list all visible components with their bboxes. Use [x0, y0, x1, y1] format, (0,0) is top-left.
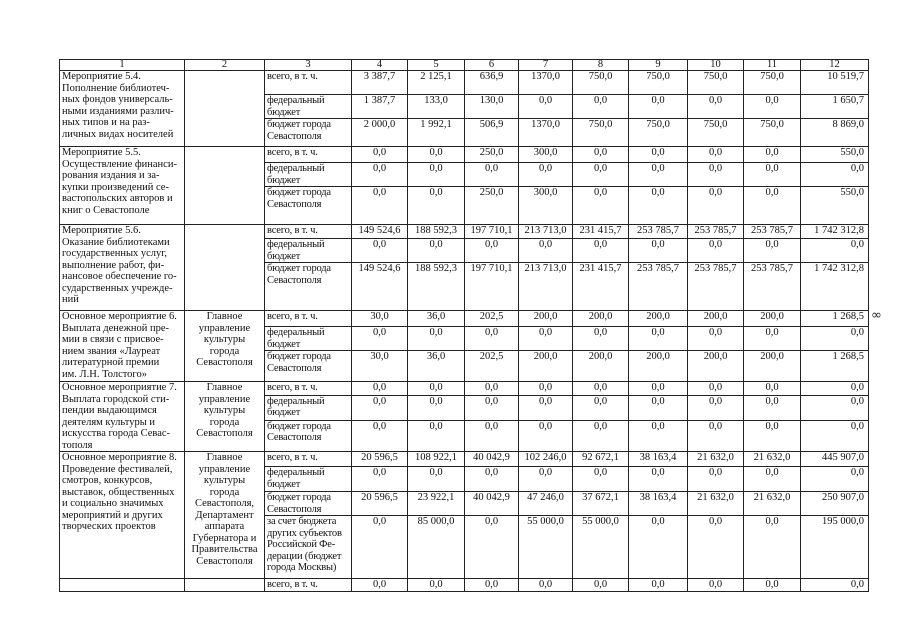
total-cell: 550,0 [801, 147, 869, 163]
year-value-cell: 0,0 [408, 579, 465, 592]
year-value-cell: 188 592,3 [408, 263, 465, 311]
year-value-cell: 30,0 [352, 351, 408, 382]
year-value-cell: 0,0 [744, 327, 801, 351]
total-cell: 0,0 [801, 382, 869, 396]
year-value-cell: 0,0 [408, 395, 465, 420]
table-row [60, 452, 869, 467]
year-value-cell: 0,0 [519, 382, 573, 396]
year-value-cell: 0,0 [465, 163, 519, 187]
year-value-cell: 20 596,5 [352, 452, 408, 467]
year-value-cell: 102 246,0 [519, 452, 573, 467]
funding-source-cell: федеральный бюджет [265, 327, 352, 351]
funding-source-cell: всего, в т. ч. [265, 311, 352, 327]
year-value-cell: 0,0 [688, 163, 744, 187]
year-value-cell: 0,0 [629, 163, 688, 187]
table-row [60, 579, 869, 592]
total-cell: 445 907,0 [801, 452, 869, 467]
year-value-cell: 47 246,0 [519, 492, 573, 516]
year-value-cell: 37 672,1 [573, 492, 629, 516]
year-value-cell: 253 785,7 [629, 225, 688, 239]
executor-cell: Главное управление культуры города Севастополя [185, 311, 265, 382]
year-value-cell: 0,0 [408, 147, 465, 163]
funding-source-cell: бюджет города Севастополя [265, 187, 352, 225]
year-value-cell: 0,0 [519, 239, 573, 263]
year-value-cell: 253 785,7 [744, 225, 801, 239]
year-value-cell: 0,0 [744, 187, 801, 225]
year-value-cell: 0,0 [465, 467, 519, 492]
year-value-cell: 0,0 [465, 579, 519, 592]
year-value-cell: 250,0 [465, 187, 519, 225]
year-value-cell: 20 596,5 [352, 492, 408, 516]
year-value-cell: 0,0 [408, 382, 465, 396]
year-value-cell: 0,0 [629, 395, 688, 420]
funding-source-cell: федеральный бюджет [265, 239, 352, 263]
year-value-cell: 0,0 [519, 163, 573, 187]
total-cell: 1 268,5 [801, 311, 869, 327]
header-cell: 6 [465, 60, 519, 71]
year-value-cell: 0,0 [573, 163, 629, 187]
year-value-cell: 200,0 [688, 311, 744, 327]
activity-name-cell: Мероприятие 5.4. Пополнение библиотеч- ных фондов универсаль- ными изданиями различ- ных типов и на раз- личных видах носителей [60, 71, 185, 147]
year-value-cell: 2 000,0 [352, 119, 408, 147]
year-value-cell: 750,0 [744, 71, 801, 95]
year-value-cell: 0,0 [744, 147, 801, 163]
year-value-cell: 750,0 [573, 71, 629, 95]
year-value-cell: 0,0 [352, 147, 408, 163]
header-row [60, 60, 869, 71]
year-value-cell: 0,0 [519, 95, 573, 119]
year-value-cell: 231 415,7 [573, 263, 629, 311]
table-row [60, 71, 869, 95]
year-value-cell: 200,0 [744, 311, 801, 327]
year-value-cell: 750,0 [629, 119, 688, 147]
year-value-cell: 0,0 [352, 467, 408, 492]
year-value-cell: 0,0 [744, 579, 801, 592]
year-value-cell: 0,0 [629, 382, 688, 396]
year-value-cell: 0,0 [352, 382, 408, 396]
total-cell: 0,0 [801, 239, 869, 263]
year-value-cell: 188 592,3 [408, 225, 465, 239]
year-value-cell: 0,0 [688, 147, 744, 163]
executor-cell [185, 225, 265, 311]
year-value-cell: 0,0 [744, 95, 801, 119]
year-value-cell: 0,0 [408, 467, 465, 492]
activity-name-cell: Основное мероприятие 8. Проведение фестивалей, смотров, конкурсов, выставок, общественных и социально значимых мероприятий и других творческих проектов [60, 452, 185, 579]
year-value-cell: 40 042,9 [465, 452, 519, 467]
year-value-cell: 197 710,1 [465, 263, 519, 311]
year-value-cell: 38 163,4 [629, 492, 688, 516]
year-value-cell: 0,0 [352, 516, 408, 579]
year-value-cell: 0,0 [573, 239, 629, 263]
year-value-cell: 0,0 [573, 579, 629, 592]
total-cell: 8 869,0 [801, 119, 869, 147]
year-value-cell: 0,0 [688, 420, 744, 451]
year-value-cell: 0,0 [465, 420, 519, 451]
header-cell: 2 [185, 60, 265, 71]
year-value-cell: 0,0 [573, 467, 629, 492]
year-value-cell: 300,0 [519, 147, 573, 163]
year-value-cell: 0,0 [744, 467, 801, 492]
header-cell: 8 [573, 60, 629, 71]
year-value-cell: 0,0 [629, 239, 688, 263]
activity-name-cell: Мероприятие 5.6. Оказание библиотеками государственных услуг, выполнение работ, фи- нансовое обеспечение го- сударственных учрежде- ний [60, 225, 185, 311]
year-value-cell: 0,0 [629, 187, 688, 225]
total-cell: 1 742 312,8 [801, 263, 869, 311]
year-value-cell: 0,0 [352, 239, 408, 263]
total-cell: 0,0 [801, 467, 869, 492]
year-value-cell: 200,0 [519, 311, 573, 327]
year-value-cell: 0,0 [519, 327, 573, 351]
year-value-cell: 0,0 [573, 187, 629, 225]
total-cell: 250 907,0 [801, 492, 869, 516]
year-value-cell: 0,0 [688, 187, 744, 225]
year-value-cell: 253 785,7 [629, 263, 688, 311]
year-value-cell: 0,0 [629, 467, 688, 492]
funding-source-cell: всего, в т. ч. [265, 147, 352, 163]
funding-source-cell: федеральный бюджет [265, 95, 352, 119]
year-value-cell: 197 710,1 [465, 225, 519, 239]
year-value-cell: 300,0 [519, 187, 573, 225]
year-value-cell: 0,0 [408, 327, 465, 351]
year-value-cell: 0,0 [688, 516, 744, 579]
year-value-cell: 0,0 [744, 395, 801, 420]
header-cell: 11 [744, 60, 801, 71]
year-value-cell: 1 992,1 [408, 119, 465, 147]
total-cell: 1 742 312,8 [801, 225, 869, 239]
total-cell: 10 519,7 [801, 71, 869, 95]
year-value-cell: 750,0 [629, 71, 688, 95]
year-value-cell: 108 922,1 [408, 452, 465, 467]
year-value-cell: 0,0 [573, 95, 629, 119]
year-value-cell: 55 000,0 [573, 516, 629, 579]
funding-source-cell: федеральный бюджет [265, 467, 352, 492]
funding-source-cell: бюджет города Севастополя [265, 420, 352, 451]
header-cell: 1 [60, 60, 185, 71]
year-value-cell: 55 000,0 [519, 516, 573, 579]
year-value-cell: 0,0 [352, 187, 408, 225]
year-value-cell: 21 632,0 [688, 492, 744, 516]
activity-name-cell [60, 579, 185, 592]
funding-source-cell: федеральный бюджет [265, 163, 352, 187]
year-value-cell: 506,9 [465, 119, 519, 147]
funding-source-cell: всего, в т. ч. [265, 579, 352, 592]
executor-cell [185, 71, 265, 147]
year-value-cell: 0,0 [688, 239, 744, 263]
header-cell: 3 [265, 60, 352, 71]
year-value-cell: 0,0 [688, 579, 744, 592]
year-value-cell: 200,0 [629, 311, 688, 327]
funding-source-cell: бюджет города Севастополя [265, 119, 352, 147]
total-cell: 0,0 [801, 395, 869, 420]
year-value-cell: 38 163,4 [629, 452, 688, 467]
funding-source-cell: всего, в т. ч. [265, 382, 352, 396]
year-value-cell: 0,0 [573, 147, 629, 163]
year-value-cell: 0,0 [519, 579, 573, 592]
year-value-cell: 21 632,0 [744, 452, 801, 467]
year-value-cell: 0,0 [573, 327, 629, 351]
year-value-cell: 0,0 [465, 239, 519, 263]
year-value-cell: 0,0 [629, 579, 688, 592]
executor-cell: Главное управление культуры города Севастополя [185, 382, 265, 452]
year-value-cell: 636,9 [465, 71, 519, 95]
year-value-cell: 3 387,7 [352, 71, 408, 95]
header-cell: 10 [688, 60, 744, 71]
funding-source-cell: всего, в т. ч. [265, 225, 352, 239]
activity-name-cell: Основное мероприятие 6. Выплата денежной пре- мии в связи с присвое- нием звания «Лауреат литературной премии им. Л.Н. Толстого» [60, 311, 185, 382]
executor-cell [185, 147, 265, 225]
year-value-cell: 200,0 [629, 351, 688, 382]
year-value-cell: 750,0 [573, 119, 629, 147]
header-cell: 9 [629, 60, 688, 71]
year-value-cell: 0,0 [744, 163, 801, 187]
year-value-cell: 0,0 [688, 467, 744, 492]
funding-source-cell: бюджет города Севастополя [265, 492, 352, 516]
total-cell: 0,0 [801, 163, 869, 187]
year-value-cell: 750,0 [688, 71, 744, 95]
year-value-cell: 0,0 [465, 516, 519, 579]
year-value-cell: 0,0 [408, 187, 465, 225]
year-value-cell: 0,0 [688, 395, 744, 420]
year-value-cell: 0,0 [744, 516, 801, 579]
year-value-cell: 0,0 [629, 516, 688, 579]
year-value-cell: 36,0 [408, 311, 465, 327]
table-row [60, 311, 869, 327]
activity-name-cell: Мероприятие 5.5. Осуществление финанси- рования издания и за- купки произведений се- вастопольских авторов и книг о Севастополе [60, 147, 185, 225]
year-value-cell: 200,0 [573, 351, 629, 382]
funding-source-cell: за счет бюджета других субъектов Российской Фе- дерации (бюджет города Москвы) [265, 516, 352, 579]
year-value-cell: 1370,0 [519, 71, 573, 95]
funding-source-cell: всего, в т. ч. [265, 71, 352, 95]
year-value-cell: 0,0 [352, 579, 408, 592]
header-cell: 4 [352, 60, 408, 71]
year-value-cell: 30,0 [352, 311, 408, 327]
year-value-cell: 130,0 [465, 95, 519, 119]
total-cell: 1 268,5 [801, 351, 869, 382]
year-value-cell: 0,0 [408, 239, 465, 263]
year-value-cell: 213 713,0 [519, 225, 573, 239]
executor-cell [185, 579, 265, 592]
table-row [60, 225, 869, 239]
year-value-cell: 0,0 [629, 147, 688, 163]
total-cell: 195 000,0 [801, 516, 869, 579]
year-value-cell: 0,0 [519, 420, 573, 451]
year-value-cell: 200,0 [573, 311, 629, 327]
year-value-cell: 0,0 [352, 163, 408, 187]
year-value-cell: 40 042,9 [465, 492, 519, 516]
year-value-cell: 231 415,7 [573, 225, 629, 239]
year-value-cell: 0,0 [688, 327, 744, 351]
year-value-cell: 0,0 [519, 467, 573, 492]
total-cell: 550,0 [801, 187, 869, 225]
year-value-cell: 0,0 [408, 420, 465, 451]
total-cell: 0,0 [801, 327, 869, 351]
year-value-cell: 250,0 [465, 147, 519, 163]
year-value-cell: 202,5 [465, 351, 519, 382]
year-value-cell: 0,0 [744, 239, 801, 263]
year-value-cell: 253 785,7 [688, 225, 744, 239]
year-value-cell: 0,0 [408, 163, 465, 187]
year-value-cell: 149 524,6 [352, 263, 408, 311]
year-value-cell: 0,0 [352, 395, 408, 420]
table-row [60, 147, 869, 163]
year-value-cell: 0,0 [688, 382, 744, 396]
year-value-cell: 0,0 [465, 382, 519, 396]
year-value-cell: 21 632,0 [688, 452, 744, 467]
year-value-cell: 0,0 [629, 95, 688, 119]
year-value-cell: 253 785,7 [688, 263, 744, 311]
year-value-cell: 0,0 [352, 420, 408, 451]
funding-source-cell: бюджет города Севастополя [265, 351, 352, 382]
year-value-cell: 0,0 [688, 95, 744, 119]
year-value-cell: 0,0 [465, 327, 519, 351]
year-value-cell: 0,0 [744, 382, 801, 396]
total-cell: 0,0 [801, 420, 869, 451]
year-value-cell: 750,0 [688, 119, 744, 147]
header-cell: 12 [801, 60, 869, 71]
total-cell: 0,0 [801, 579, 869, 592]
year-value-cell: 0,0 [573, 382, 629, 396]
year-value-cell: 21 632,0 [744, 492, 801, 516]
year-value-cell: 200,0 [519, 351, 573, 382]
year-value-cell: 0,0 [573, 395, 629, 420]
margin-mark: ∞ [871, 308, 882, 323]
year-value-cell: 2 125,1 [408, 71, 465, 95]
year-value-cell: 149 524,6 [352, 225, 408, 239]
funding-source-cell: бюджет города Севастополя [265, 263, 352, 311]
year-value-cell: 1 387,7 [352, 95, 408, 119]
funding-source-cell: всего, в т. ч. [265, 452, 352, 467]
executor-cell: Главное управление культуры города Севастополя, Департамент аппарата Губернатора и Правительства Севастополя [185, 452, 265, 579]
year-value-cell: 213 713,0 [519, 263, 573, 311]
year-value-cell: 0,0 [629, 420, 688, 451]
year-value-cell: 750,0 [744, 119, 801, 147]
year-value-cell: 0,0 [519, 395, 573, 420]
table-row [60, 382, 869, 396]
year-value-cell: 36,0 [408, 351, 465, 382]
activity-name-cell: Основное мероприятие 7. Выплата городской сти- пендии выдающимся деятелям культуры и искусства города Севас- тополя [60, 382, 185, 452]
year-value-cell: 0,0 [352, 327, 408, 351]
year-value-cell: 0,0 [629, 327, 688, 351]
year-value-cell: 85 000,0 [408, 516, 465, 579]
year-value-cell: 253 785,7 [744, 263, 801, 311]
year-value-cell: 23 922,1 [408, 492, 465, 516]
header-cell: 5 [408, 60, 465, 71]
year-value-cell: 92 672,1 [573, 452, 629, 467]
year-value-cell: 1370,0 [519, 119, 573, 147]
header-cell: 7 [519, 60, 573, 71]
year-value-cell: 133,0 [408, 95, 465, 119]
year-value-cell: 202,5 [465, 311, 519, 327]
year-value-cell: 200,0 [744, 351, 801, 382]
year-value-cell: 0,0 [573, 420, 629, 451]
budget-table [59, 59, 869, 592]
total-cell: 1 650,7 [801, 95, 869, 119]
year-value-cell: 0,0 [465, 395, 519, 420]
year-value-cell: 0,0 [744, 420, 801, 451]
funding-source-cell: федеральный бюджет [265, 395, 352, 420]
table-body [60, 60, 869, 592]
year-value-cell: 200,0 [688, 351, 744, 382]
